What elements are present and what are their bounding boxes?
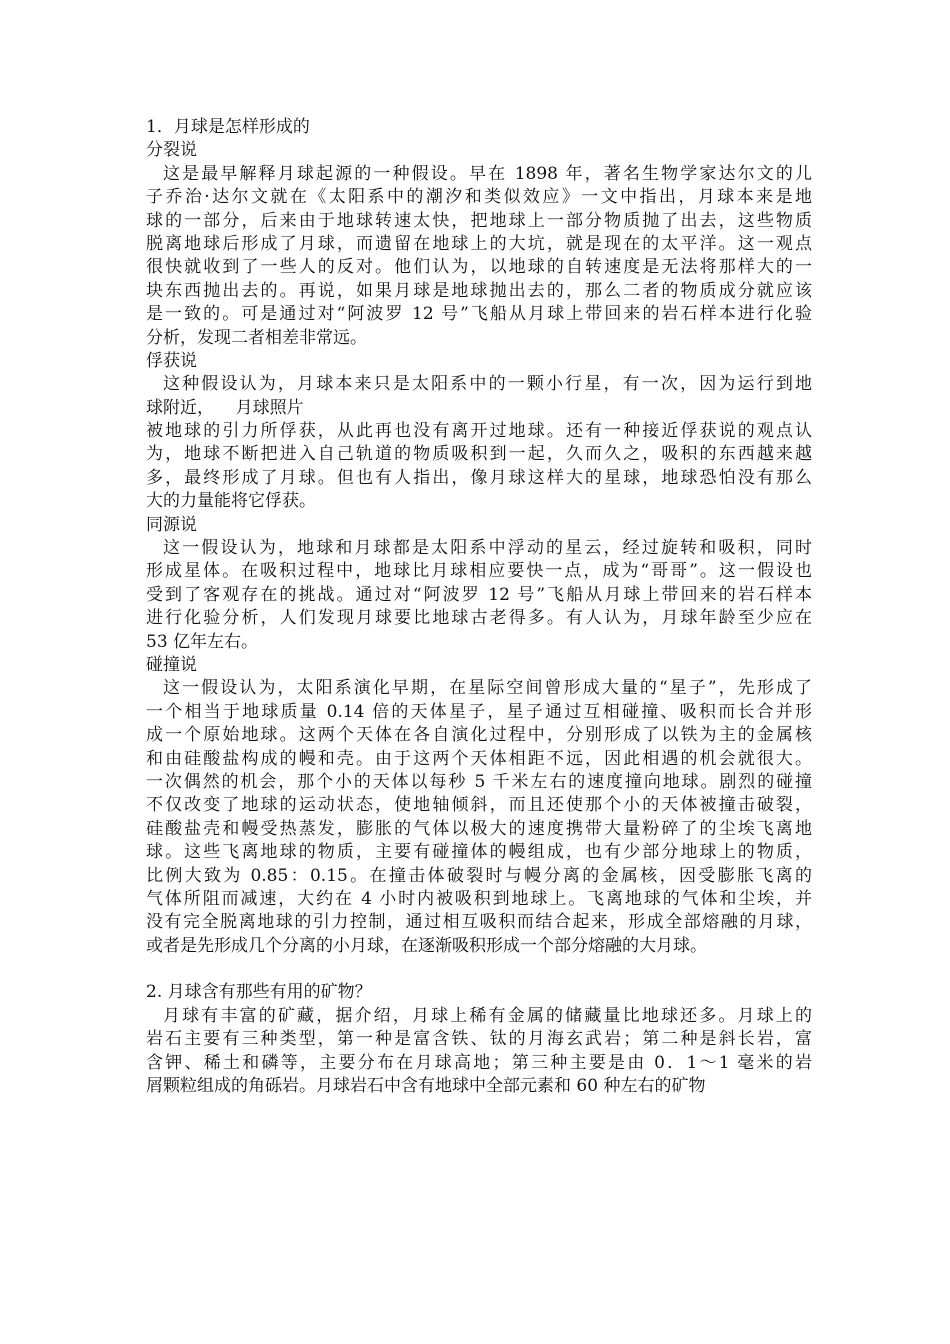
section-1-heading: 1．月球是怎样形成的 (146, 117, 310, 137)
paragraph-line: 不仅改变了地球的运动状态，使地轴倾斜，而且还使那个小的天体被撞击破裂， (146, 795, 812, 816)
paragraph-line: 这是最早解释月球起源的一种假设。早在 1898 年，著名生物学家达尔文的儿 (163, 163, 812, 184)
paragraph-line: 硅酸盐壳和幔受热蒸发，膨胀的气体以极大的速度携带大量粉碎了的尘埃飞离地 (146, 818, 812, 839)
minerals-paragraph (146, 1005, 812, 1099)
paragraph-line: 受到了客观存在的挑战。通过对“阿波罗 12 号”飞船从月球上带回来的岩石样本 (146, 584, 812, 605)
paragraph-line-with-image-caption: 球附近， 月球照片 (146, 397, 304, 418)
paragraph-line: 很快就收到了一些人的反对。他们认为，以地球的自转速度是无法将那样大的一 (146, 257, 812, 278)
paragraph-line: 或者是先形成几个分离的小月球，在逐渐吸积形成一个部分熔融的大月球。 (146, 935, 707, 956)
paragraph-line: 是一致的。可是通过对“阿波罗 12 号”飞船从月球上带回来的岩石样本进行化验 (146, 304, 812, 325)
theory-impact-title: 碰撞说 (146, 654, 197, 675)
paragraph-line: 月球有丰富的矿藏，据介绍，月球上稀有金属的储藏量比地球还多。月球上的 (163, 1005, 812, 1026)
paragraph-line: 子乔治·达尔文就在《太阳系中的潮汐和类似效应》一文中指出，月球本来是地 (146, 187, 812, 208)
paragraph-line: 一次偶然的机会，那个小的天体以每秒 5 千米左右的速度撞向地球。剧烈的碰撞 (146, 771, 812, 792)
paragraph-line: 脱离地球后形成了月球，而遗留在地球上的大坑，就是现在的太平洋。这一观点 (146, 233, 812, 254)
paragraph-line: 这种假设认为，月球本来只是太阳系中的一颗小行星，有一次，因为运行到地 (163, 374, 812, 395)
paragraph-line: 形成星体。在吸积过程中，地球比月球相应要快一点，成为“哥哥”。这一假设也 (146, 561, 812, 582)
theory-co-formation-title: 同源说 (146, 514, 197, 535)
paragraph-line: 岩石主要有三种类型，第一种是富含铁、钛的月海玄武岩；第二种是斜长岩，富 (146, 1029, 812, 1050)
paragraph-line: 多，最终形成了月球。但也有人指出，像月球这样大的星球，地球恐怕没有那么 (146, 467, 812, 488)
paragraph-line: 气体所阻而减速，大约在 4 小时内被吸积到地球上。飞离地球的气体和尘埃，并 (146, 888, 812, 909)
section-spacer (146, 958, 812, 981)
theory-fission-paragraph (146, 163, 812, 350)
theory-impact-paragraph (146, 677, 812, 958)
paragraph-line: 一个相当于地球质量 0.14 倍的天体星子，星子通过互相碰撞、吸积而长合并形 (146, 701, 812, 722)
paragraph-line: 球的一部分，后来由于地球转速太快，把地球上一部分物质抛了出去，这些物质 (146, 210, 812, 231)
paragraph-line: 这一假设认为，地球和月球都是太阳系中浮动的星云，经过旋转和吸积，同时 (163, 538, 812, 559)
paragraph-line: 含钾、稀土和磷等，主要分布在月球高地；第三种主要是由 0．1～1 毫米的岩 (146, 1052, 812, 1073)
theory-capture-paragraph (146, 373, 812, 513)
paragraph-line: 53 亿年左右。 (146, 631, 259, 652)
paragraph-line: 大的力量能将它俘获。 (146, 491, 316, 512)
paragraph-line: 球。这些飞离地球的物质，主要有碰撞体的幔组成，也有少部分地球上的物质， (146, 842, 812, 863)
document-page (146, 116, 812, 1098)
paragraph-line: 分析，发现二者相差非常远。 (146, 327, 367, 348)
theory-fission-title: 分裂说 (146, 140, 197, 161)
paragraph-line: 为，地球不断把进入自己轨道的物质吸积到一起，久而久之，吸积的东西越来越 (146, 444, 812, 465)
paragraph-line: 被地球的引力所俘获，从此再也没有离开过地球。还有一种接近俘获说的观点认 (146, 421, 812, 442)
paragraph-line: 成一个原始地球。这两个天体在各自演化过程中，分别形成了以铁为主的金属核 (146, 725, 812, 746)
section-2-heading: 2. 月球含有那些有用的矿物？ (146, 982, 372, 1003)
paragraph-line: 没有完全脱离地球的引力控制，通过相互吸积而结合起来，形成全部熔融的月球， (146, 912, 812, 933)
paragraph-line: 比例大致为 0.85：0.15。在撞击体破裂时与幔分离的金属核，因受膨胀飞离的 (146, 865, 812, 886)
theory-capture-title: 俘获说 (146, 350, 197, 371)
paragraph-line: 屑颗粒组成的角砾岩。月球岩石中含有地球中全部元素和 60 种左右的矿物 (146, 1076, 706, 1097)
paragraph-line: 进行化验分析，人们发现月球要比地球古老得多。有人认为，月球年龄至少应在 (146, 608, 812, 629)
theory-co-formation-paragraph (146, 537, 812, 654)
paragraph-line: 和由硅酸盐构成的幔和壳。由于这两个天体相距不远，因此相遇的机会就很大。 (146, 748, 812, 769)
paragraph-line: 块东西抛出去的。再说，如果月球是地球抛出去的，那么二者的物质成分就应该 (146, 280, 812, 301)
paragraph-line: 这一假设认为，太阳系演化早期，在星际空间曾形成大量的“星子”，先形成了 (163, 678, 812, 699)
